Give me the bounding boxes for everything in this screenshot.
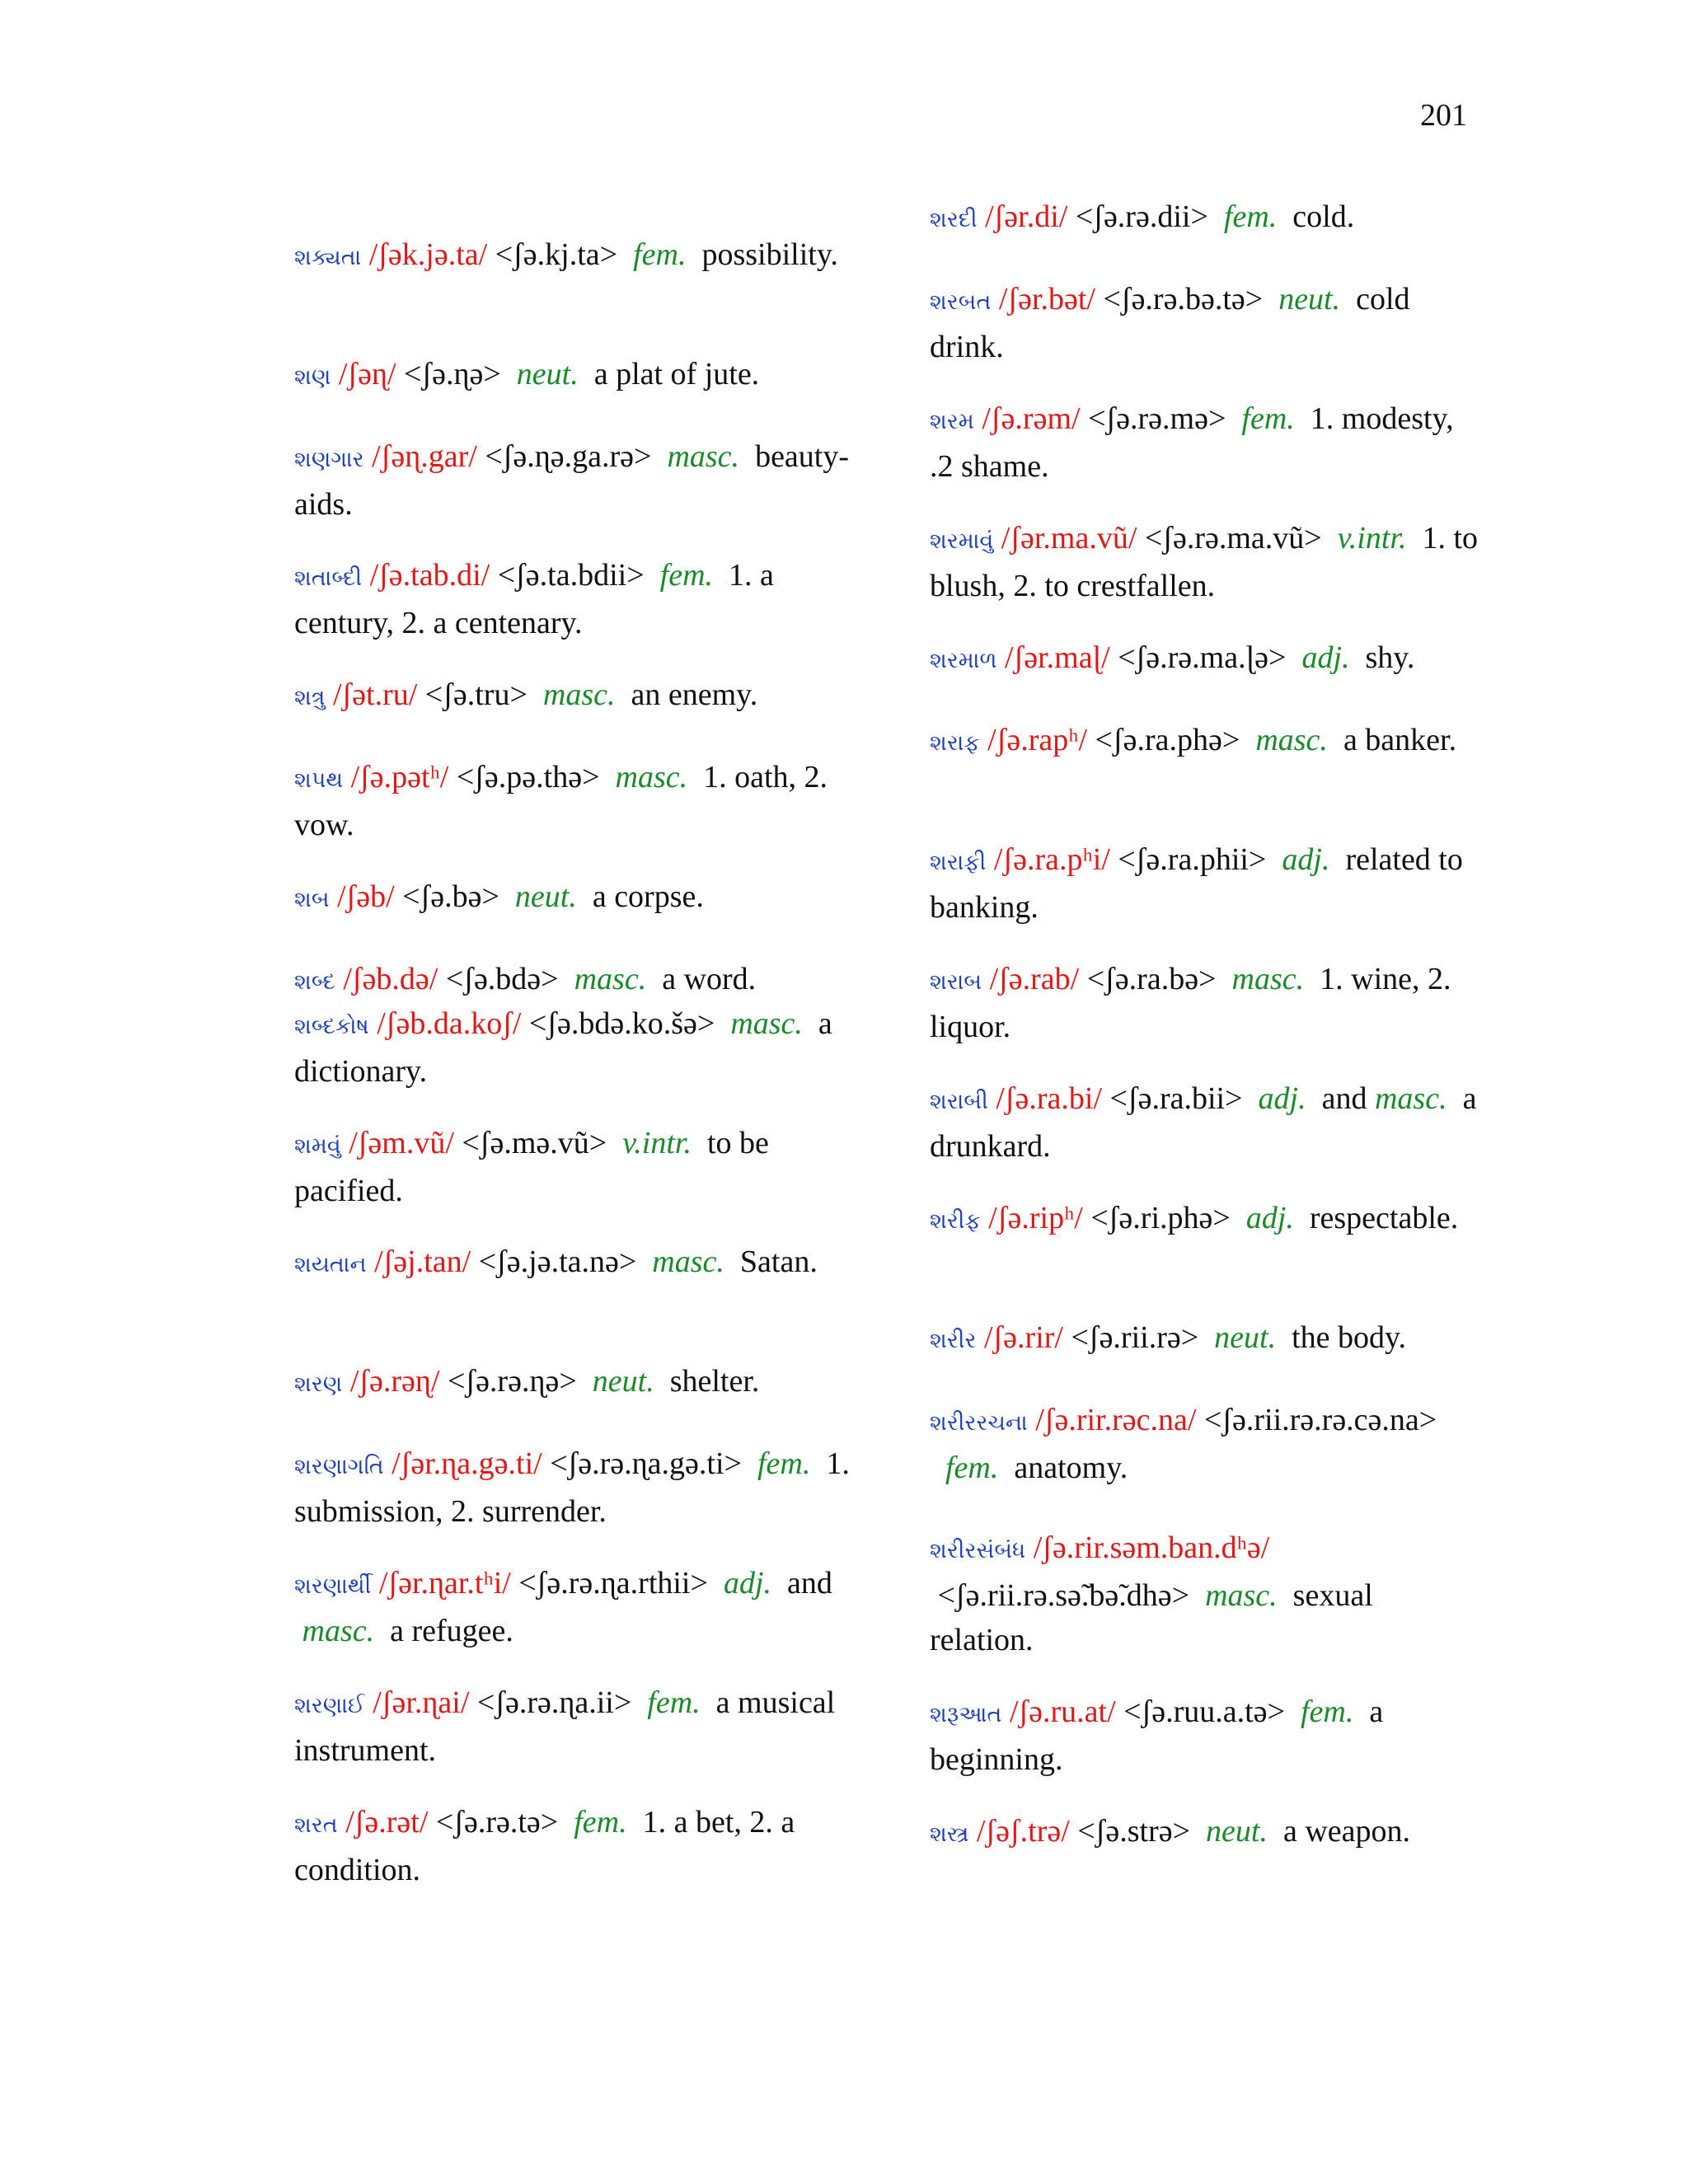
- ipa-pronunciation: /ʃəʃ.trə/: [976, 1814, 1070, 1849]
- part-of-speech: masc.: [1255, 723, 1328, 757]
- transliteration: <ʃə.rə.ɳə>: [447, 1364, 577, 1399]
- definition: a plat of jute.: [593, 357, 760, 391]
- transliteration: <ʃə.strə>: [1077, 1814, 1191, 1849]
- transliteration: <ʃə.bə>: [402, 879, 499, 914]
- part-of-speech: masc.: [542, 677, 616, 712]
- dictionary-entry: [930, 1076, 1482, 1169]
- ipa-pronunciation: /ʃəɳ/: [338, 357, 396, 391]
- ipa-pronunciation: /ʃə.rab/: [989, 962, 1080, 996]
- definition: beauty-aids.: [294, 439, 850, 522]
- definition: Satan.: [739, 1244, 818, 1279]
- dictionary-entry: [294, 352, 855, 400]
- dictionary-entry: [294, 755, 855, 847]
- headword: શતાબ્દી: [294, 565, 363, 591]
- headword: શરણાર્થી: [294, 1573, 372, 1599]
- part-of-speech: masc.: [1205, 1578, 1278, 1613]
- definition: a dictionary.: [294, 1006, 832, 1089]
- transliteration: <ʃə.rə.ɳa.ii>: [476, 1685, 632, 1720]
- page-number: 201: [1420, 98, 1467, 133]
- transliteration: <ʃə.ɳə.ga.rə>: [485, 439, 652, 474]
- part-of-speech: adj.: [1258, 1081, 1306, 1116]
- ipa-pronunciation: /ʃə.rət/: [345, 1805, 429, 1840]
- definition: 1. to blush, 2. to crestfallen.: [930, 521, 1479, 603]
- headword: શરબત: [930, 289, 992, 315]
- headword: શણ: [294, 364, 331, 390]
- ipa-pronunciation: /ʃə.ru.at/: [1009, 1694, 1116, 1729]
- headword: શરણ: [294, 1371, 343, 1397]
- definition: a word.: [662, 962, 757, 996]
- dictionary-entry: [930, 1526, 1482, 1662]
- part-of-speech: neut.: [592, 1364, 654, 1399]
- dictionary-entry: [294, 434, 855, 527]
- headword: શરણાગતિ: [294, 1454, 384, 1479]
- part-of-speech: fem.: [659, 558, 714, 593]
- headword: શયતાન: [294, 1252, 367, 1277]
- ipa-pronunciation: /ʃəɳ.gar/: [372, 439, 477, 474]
- ipa-pronunciation: /ʃər.ma.vũ/: [1001, 521, 1137, 555]
- ipa-pronunciation: /ʃə.rapʰ/: [987, 723, 1088, 757]
- headword: શમવું: [294, 1133, 341, 1159]
- ipa-pronunciation: /ʃər.bət/: [998, 282, 1095, 316]
- dictionary-entry: [930, 718, 1482, 766]
- definition: 1. a bet, 2. a condition.: [294, 1805, 795, 1887]
- transliteration: <ʃə.pə.thə>: [456, 760, 600, 794]
- dictionary-entry: [930, 396, 1482, 489]
- transliteration: <ʃə.rə.ɳa.gə.ti>: [550, 1446, 742, 1481]
- headword: શરાફી: [930, 850, 987, 875]
- ipa-pronunciation: /ʃər.ɳa.gə.ti/: [392, 1446, 542, 1481]
- dictionary-entry: [930, 1809, 1482, 1857]
- dictionary-entry: [930, 837, 1482, 930]
- definition: possibility.: [701, 237, 838, 272]
- transliteration: <ʃə.rə.dii>: [1075, 199, 1208, 234]
- part-of-speech: v.intr.: [622, 1126, 692, 1160]
- definition: a beginning.: [930, 1694, 1384, 1777]
- part-of-speech: fem.: [1223, 199, 1278, 234]
- ipa-pronunciation: /ʃə.rir.səm.ban.dʰə/: [1033, 1530, 1270, 1565]
- part-of-speech: masc.: [730, 1006, 803, 1041]
- transliteration: <ʃə.rə.bə.tə>: [1103, 282, 1264, 316]
- part-of-speech: fem.: [574, 1805, 627, 1840]
- dictionary-entry: [930, 1690, 1482, 1782]
- dictionary-entry: [294, 1800, 855, 1892]
- ipa-pronunciation: /ʃək.jə.ta/: [368, 237, 488, 272]
- part-of-speech: masc.: [615, 760, 688, 794]
- dictionary-entry: [294, 553, 855, 645]
- transliteration: <ʃə.ra.phii>: [1118, 842, 1267, 877]
- part-of-speech: neut.: [1206, 1814, 1268, 1849]
- dictionary-entry: [294, 673, 855, 720]
- definition: and: [1321, 1081, 1367, 1116]
- definition: cold.: [1292, 199, 1355, 234]
- transliteration: <ʃə.rə.ma.ɭə>: [1118, 640, 1287, 675]
- headword: શસ્ત્ર: [930, 1821, 969, 1847]
- dictionary-entry: [930, 1398, 1482, 1490]
- ipa-pronunciation: /ʃə.ra.pʰi/: [993, 842, 1110, 877]
- dictionary-entry: [294, 1441, 855, 1534]
- ipa-pronunciation: /ʃər.ɳai/: [373, 1685, 470, 1720]
- headword: શબ્દ: [294, 969, 335, 995]
- dictionary-entry: [930, 957, 1482, 1049]
- headword: શબ્દકોષ: [294, 1014, 369, 1039]
- transliteration: <ʃə.ɳə>: [404, 357, 501, 391]
- dictionary-entry: [294, 1001, 855, 1094]
- dictionary-entry: [294, 1240, 855, 1287]
- dictionary-entry: [294, 1561, 855, 1653]
- headword: શરમ: [930, 409, 974, 434]
- headword: શરદી: [930, 207, 978, 232]
- definition: a banker.: [1343, 723, 1457, 757]
- definition: 1. modesty, .2 shame.: [930, 401, 1454, 484]
- ipa-pronunciation: /ʃəb.də/: [343, 962, 438, 996]
- transliteration: <ʃə.jə.ta.nə>: [478, 1244, 637, 1279]
- headword: શબ: [294, 887, 330, 912]
- ipa-pronunciation: /ʃər.ɳar.tʰi/: [378, 1566, 511, 1601]
- definition: 1. a century, 2. a centenary.: [294, 558, 774, 640]
- definition: sexual relation.: [930, 1578, 1373, 1657]
- ipa-pronunciation: /ʃəm.vũ/: [349, 1126, 454, 1160]
- transliteration: <ʃə.bdə>: [445, 962, 559, 996]
- definition: an enemy.: [631, 677, 758, 712]
- dictionary-entry: [294, 1680, 855, 1773]
- headword: શરમાળ: [930, 648, 997, 673]
- ipa-pronunciation: /ʃə.rir.rəc.na/: [1035, 1403, 1197, 1437]
- dictionary-entry: [930, 516, 1482, 608]
- ipa-pronunciation: /ʃər.maɭ/: [1005, 640, 1110, 675]
- ipa-pronunciation: /ʃəb.da.koʃ/: [377, 1006, 522, 1041]
- part-of-speech: masc.: [1231, 962, 1305, 996]
- ipa-pronunciation: /ʃə.ra.bi/: [996, 1081, 1103, 1116]
- part-of-speech: masc.: [667, 439, 740, 474]
- part-of-speech: neut.: [1214, 1320, 1277, 1355]
- ipa-pronunciation: /ʃə.pətʰ/: [350, 760, 449, 794]
- part-of-speech: fem.: [945, 1451, 999, 1485]
- part-of-speech: neut.: [514, 879, 577, 914]
- dictionary-entry: [930, 194, 1482, 242]
- ipa-pronunciation: /ʃə.rir/: [983, 1320, 1063, 1355]
- dictionary-entry: [294, 232, 855, 280]
- transliteration: <ʃə.rə.ɳa.rthii>: [518, 1566, 708, 1601]
- headword: શરાબી: [930, 1089, 988, 1114]
- transliteration: <ʃə.tru>: [424, 677, 528, 712]
- transliteration: <ʃə.mə.vũ>: [462, 1126, 607, 1160]
- definition: a refugee.: [390, 1614, 513, 1648]
- part-of-speech: fem.: [757, 1446, 811, 1481]
- transliteration: <ʃə.bdə.ko.šə>: [528, 1006, 715, 1041]
- headword: શરણાઈ: [294, 1693, 365, 1718]
- definition: shy.: [1365, 640, 1415, 675]
- definition: anatomy.: [1014, 1451, 1128, 1485]
- transliteration: <ʃə.rii.rə.rə.cə.na>: [1203, 1403, 1437, 1437]
- definition: related to banking.: [930, 842, 1463, 925]
- dictionary-entry: [294, 957, 855, 1005]
- transliteration: <ʃə.rə.tə>: [435, 1805, 559, 1840]
- part-of-speech: adj.: [1301, 640, 1350, 675]
- headword: શરત: [294, 1812, 338, 1838]
- headword: શરીર: [930, 1328, 977, 1353]
- part-of-speech: fem.: [1300, 1694, 1354, 1729]
- part-of-speech: fem.: [647, 1685, 701, 1720]
- ipa-pronunciation: /ʃə.tab.di/: [369, 558, 490, 593]
- dictionary-entry: [930, 1196, 1482, 1244]
- definition: a musical instrument.: [294, 1685, 836, 1768]
- ipa-pronunciation: /ʃə.rəm/: [982, 401, 1081, 436]
- part-of-speech: adj.: [1282, 842, 1330, 877]
- transliteration: <ʃə.rə.ma.vũ>: [1144, 521, 1322, 555]
- headword: શત્રુ: [294, 685, 326, 710]
- ipa-pronunciation: /ʃəb/: [337, 879, 395, 914]
- definition: 1. oath, 2. vow.: [294, 760, 828, 842]
- headword: શરૂઆત: [930, 1702, 1002, 1727]
- part-of-speech: neut.: [1278, 282, 1341, 316]
- dictionary-entry: [930, 277, 1482, 369]
- transliteration: <ʃə.rii.rə>: [1071, 1320, 1199, 1355]
- transliteration: <ʃə.ra.bə>: [1086, 962, 1217, 996]
- transliteration: <ʃə.ri.phə>: [1090, 1201, 1231, 1235]
- definition: 1. wine, 2. liquor.: [930, 962, 1451, 1044]
- part-of-speech: masc.: [302, 1614, 375, 1648]
- ipa-pronunciation: /ʃə.rəɳ/: [349, 1364, 440, 1399]
- part-of-speech: masc.: [574, 962, 647, 996]
- definition: a corpse.: [592, 879, 704, 914]
- part-of-speech: masc.: [652, 1244, 724, 1279]
- definition: 1. submission, 2. surrender.: [294, 1446, 850, 1529]
- part-of-speech: adj.: [723, 1566, 771, 1601]
- headword: શરીરરચના: [930, 1410, 1028, 1436]
- ipa-pronunciation: /ʃət.ru/: [332, 677, 418, 712]
- definition: cold drink.: [930, 282, 1410, 364]
- ipa-pronunciation: /ʃəj.tan/: [374, 1244, 471, 1279]
- headword: શપથ: [294, 767, 344, 793]
- part-of-speech: adj.: [1245, 1201, 1294, 1235]
- ipa-pronunciation: /ʃə.ripʰ/: [988, 1201, 1083, 1235]
- dictionary-entry: [930, 1315, 1482, 1363]
- headword: શરીફ: [930, 1208, 981, 1234]
- definition: shelter.: [669, 1364, 760, 1399]
- transliteration: <ʃə.rə.mə>: [1088, 401, 1226, 436]
- dictionary-entry: [930, 635, 1482, 683]
- part-of-speech: neut.: [516, 357, 579, 391]
- part-of-speech: v.intr.: [1337, 521, 1407, 555]
- headword: શરીરસંબંધ: [930, 1538, 1026, 1563]
- dictionary-entry: [294, 1121, 855, 1213]
- headword: શરાફ: [930, 730, 980, 756]
- part-of-speech: fem.: [1241, 401, 1295, 436]
- transliteration: <ʃə.ra.phə>: [1095, 723, 1240, 757]
- definition: a weapon.: [1282, 1814, 1411, 1849]
- definition: the body.: [1292, 1320, 1407, 1355]
- transliteration: <ʃə.ruu.a.tə>: [1123, 1694, 1285, 1729]
- dictionary-entry: [294, 1359, 855, 1407]
- definition: a drunkard.: [930, 1081, 1477, 1164]
- transliteration: <ʃə.ta.bdii>: [497, 558, 645, 593]
- headword: શરાબ: [930, 969, 982, 995]
- headword: શક્યતા: [294, 245, 362, 270]
- transliteration: <ʃə.rii.rə.sə̃.bə̃.dhə>: [937, 1578, 1190, 1613]
- part-of-speech: masc.: [1374, 1081, 1447, 1116]
- definition: respectable.: [1309, 1201, 1459, 1235]
- headword: શણગાર: [294, 447, 364, 472]
- definition: to be pacified.: [294, 1126, 769, 1208]
- dictionary-entry: [294, 874, 855, 922]
- part-of-speech: fem.: [633, 237, 687, 272]
- transliteration: <ʃə.kj.ta>: [495, 237, 618, 272]
- definition: and: [787, 1566, 832, 1601]
- transliteration: <ʃə.ra.bii>: [1109, 1081, 1243, 1116]
- ipa-pronunciation: /ʃər.di/: [985, 199, 1068, 234]
- headword: શરમાવું: [930, 528, 994, 554]
